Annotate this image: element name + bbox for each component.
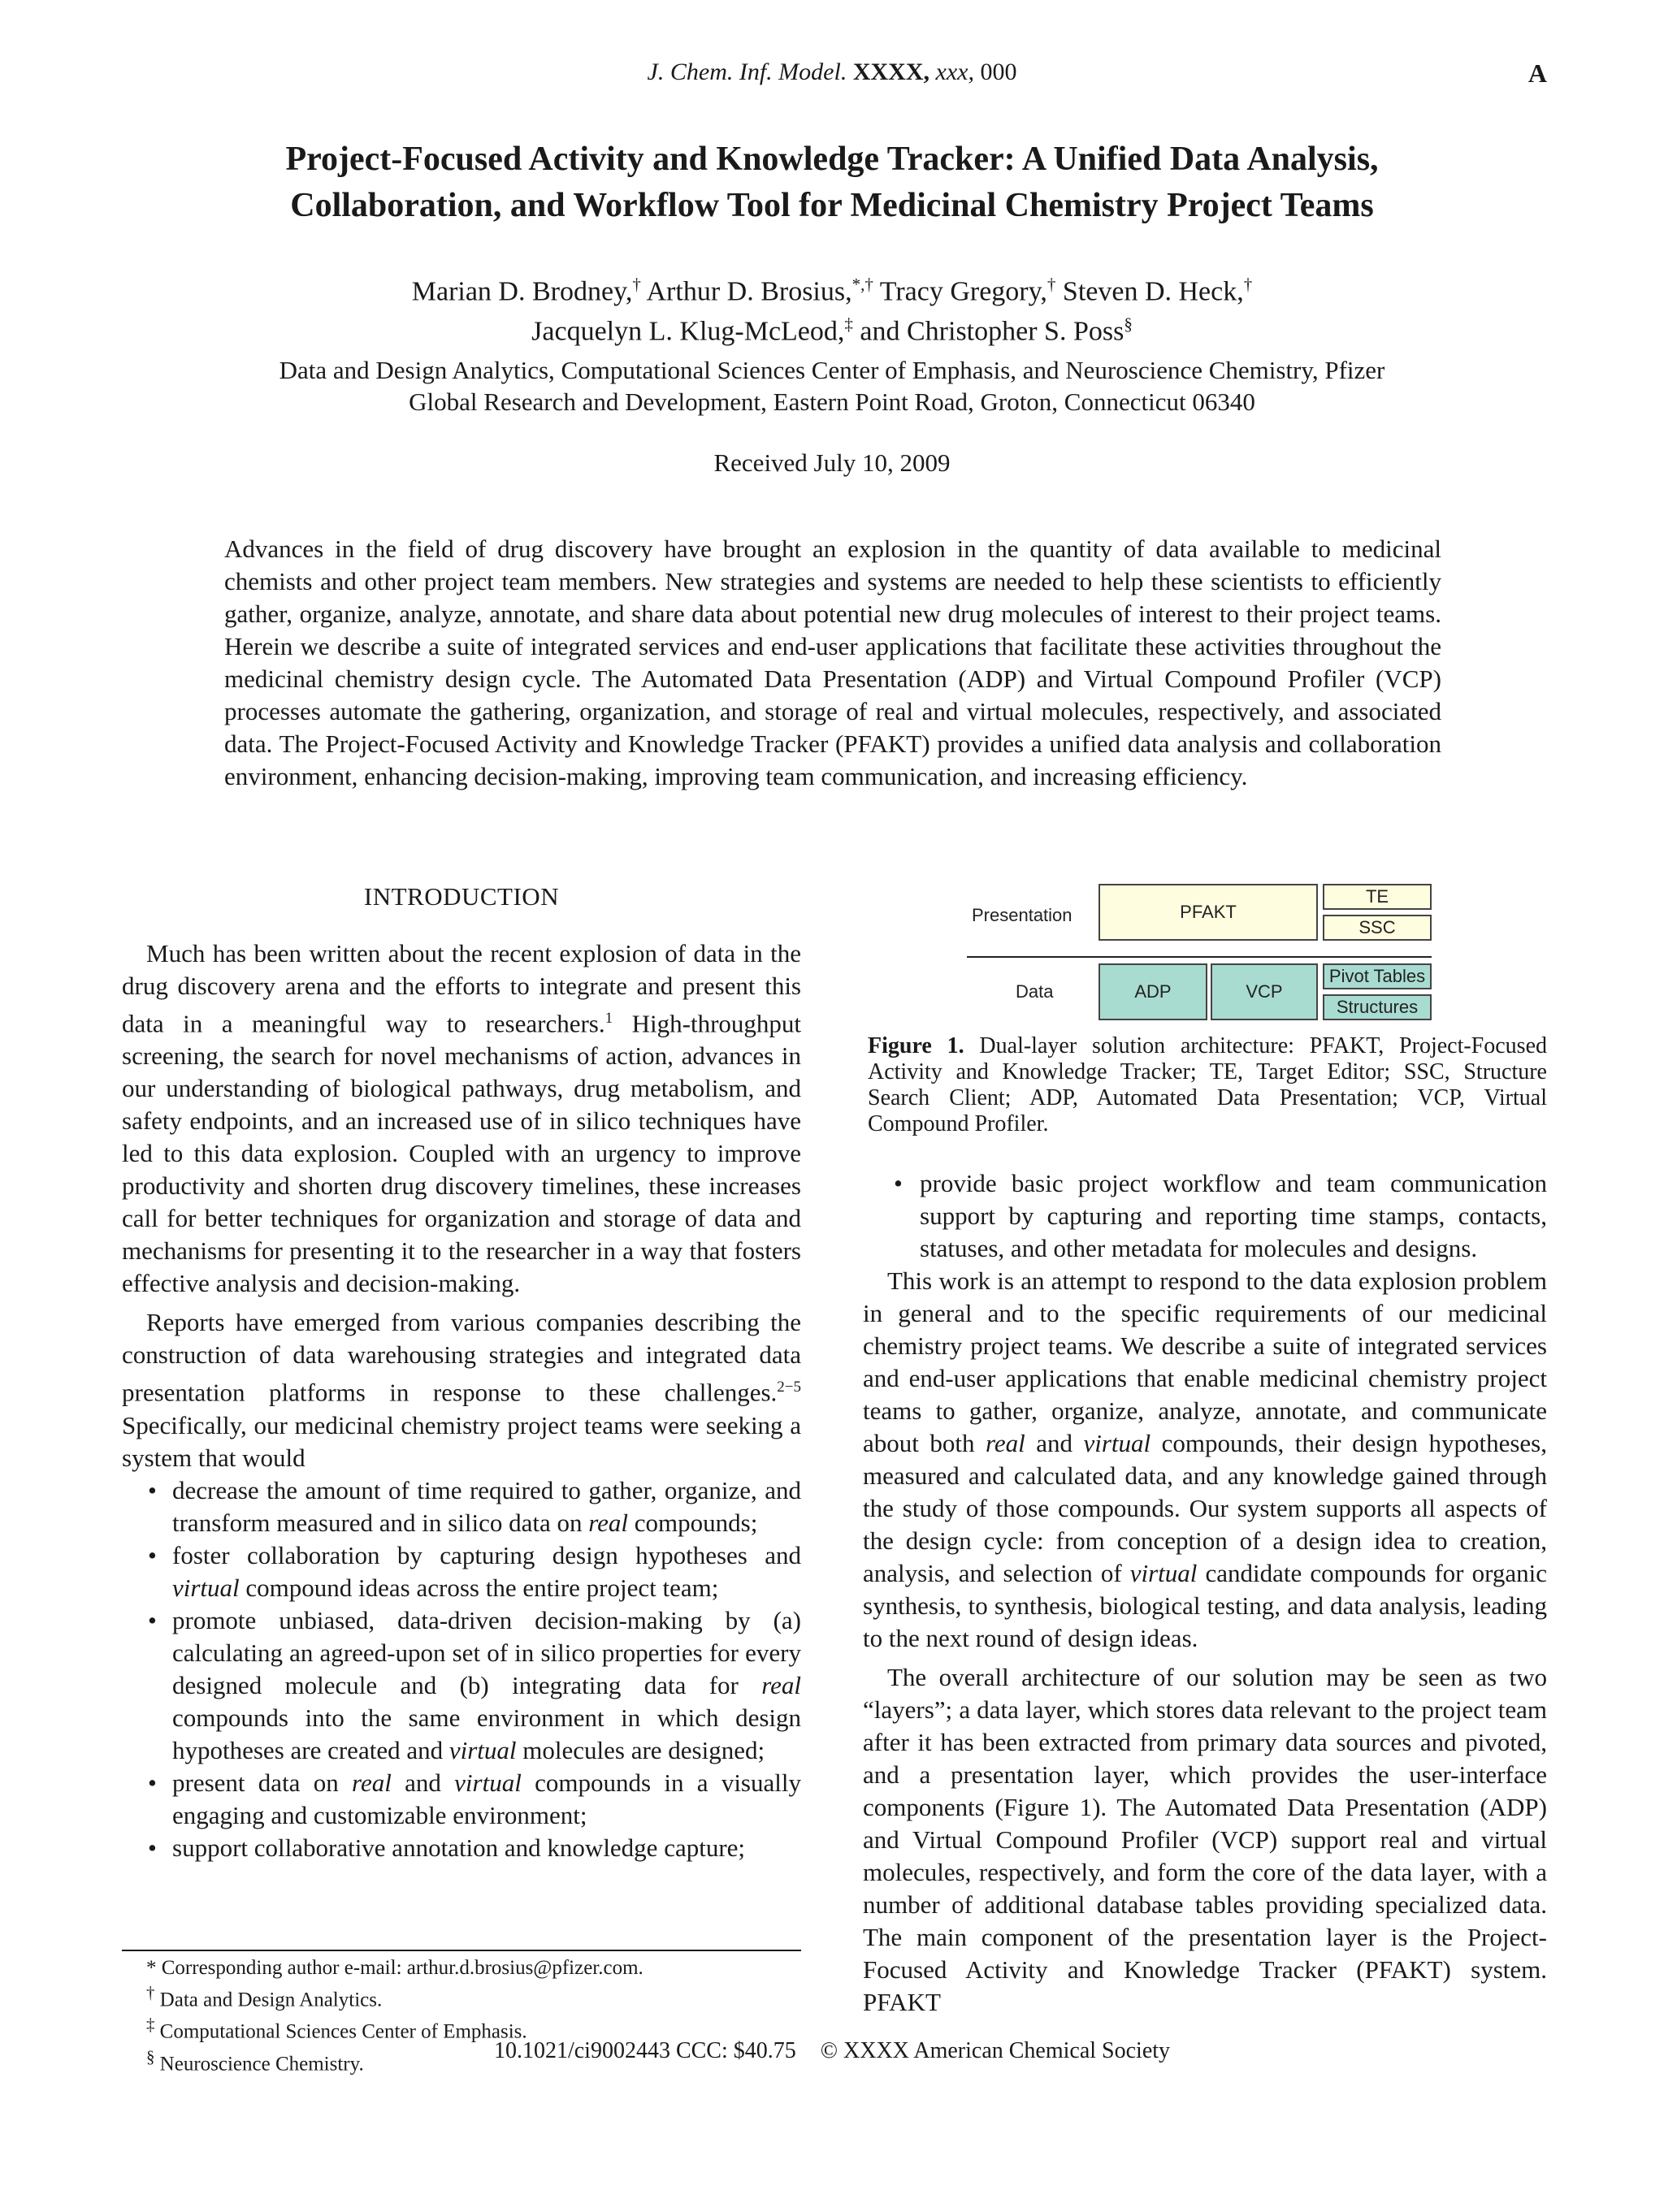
list-item-text: provide basic project workflow and team communication support by capturing and reporting time stamps, contacts, statuses, and other metadata for molecules and designs. [920,1169,1547,1262]
footnote-divider [122,1950,801,1951]
list-item [148,1604,801,1767]
journal-volume: XXXX, [852,58,930,85]
footnote-mark: § [146,2046,155,2067]
requirements-list [122,1474,801,1864]
paragraph [122,1306,801,1474]
figure-1-diagram [959,879,1446,1025]
page-letter: A [1528,58,1547,88]
list-item-text: foster collaboration by capturing design hypotheses and [172,1540,801,1569]
box-pfakt: PFAKT [1098,884,1318,941]
paragraph-text: High-throughput screening, the search for novel mechanisms of action, advances in our understanding of biological pathways, drug metabolism, and safety endpoints, and an increased use of in silico techniques have led to this data explosion. Coupled with an urgency to improve productivity and shorten drug discovery timelines, these increases call for better techniques for organization and storage of data and mechanisms for presenting it to the researcher in a way that fosters effective analysis and decision-making. [122,1009,802,1298]
emphasis: real [352,1768,392,1797]
footnote [122,1980,801,2012]
title-line-2: Collaboration, and Workflow Tool for Medicinal Chemistry Project Teams [290,187,1374,224]
footnote-text: Corresponding author e-mail: arthur.d.brosius@pfizer.com. [156,1957,644,1979]
bullet-icon: • [148,1833,157,1862]
section-heading: INTRODUCTION [363,882,560,911]
paragraph-text: This work is an attempt to respond to the data explosion problem in general and to the specific requirements of our medicinal chemistry project teams. We describe a suite of integrated services and end-user applications that enable medicinal chemistry project teams to gather, organize, analyze, annotate, and communicate about both [863,1266,1547,1457]
paragraph [863,1265,1547,1655]
bullet-icon: • [148,1605,157,1634]
list-item-text: promote unbiased, data-driven decision-making by (a) calculating an agreed-upon set of in silico properties for every designed molecule and (b) integrating data for [172,1605,801,1699]
footnote-mark: ‡ [146,2015,155,2035]
author-line-2 [162,308,1502,348]
list-item-text: molecules are designed; [516,1735,765,1764]
author-mark: † [632,275,641,294]
paragraph: The overall architecture of our solution may be seen as two “layers”; a data layer, which stores data relevant to the project team after it has been extracted from primary data sources and pivoted, and a presentation layer, which provides the user-interface components (Figure 1). The Automated Data Presentation (ADP) and Virtual Compound Profiler (VCP) support real and virtual molecules, respectively, and form the core of the data layer, with a number of additional database tables providing specialized data. The main component of the presentation layer is the Project-Focused Activity and Knowledge Tracker (PFAKT) system. PFAKT [863,1663,1547,2016]
paragraph [122,937,801,1300]
box-ssc: SSC [1323,915,1432,941]
layer-divider [967,956,1432,958]
affiliation [162,354,1502,418]
citation: 1 [604,1010,613,1027]
footnote-mark: † [146,1983,155,2002]
bullet-icon: • [148,1475,157,1504]
abstract: Advances in the field of drug discovery have brought an explosion in the quantity of data available to medicinal chemists and other project team members. New strategies and systems are needed to help these scientists to efficiently gather, organize, analyze, annotate, and share data about potential new drug molecules of interest to their project teams. Herein we describe a suite of integrated services and end-user applications that facilitate these activities throughout the medicinal chemistry design cycle. The Automated Data Presentation (ADP) and Virtual Compound Profiler (VCP) processes automate the gathering, organization, and storage of real and virtual molecules, respectively, and associated data. The Project-Focused Activity and Knowledge Tracker (PFAKT) provides a unified data analysis and collaboration environment, enhancing decision-making, improving team communication, and increasing efficiency. [224,535,1441,790]
author-name: Marian D. Brodney, [411,276,633,307]
emphasis: virtual [1083,1429,1151,1457]
list-item [148,1539,801,1604]
emphasis: virtual [172,1573,240,1602]
author-name: Arthur D. Brosius, [640,276,852,307]
copyright-text: © XXXX American Chemical Society [820,2038,1171,2063]
box-te: TE [1323,884,1432,910]
box-adp: ADP [1098,963,1207,1020]
paragraph-text: Reports have emerged from various companies describing the construction of data warehousing strategies and integrated data presentation platforms in response to these challenges. [122,1308,801,1407]
emphasis: real [985,1429,1025,1457]
figure-caption [868,1033,1547,1137]
list-item [148,1474,801,1539]
list-item-text: present data on [172,1768,353,1797]
citation: 2−5 [777,1379,801,1396]
emphasis: real [588,1508,629,1537]
journal-page: 000 [980,58,1017,85]
list-item-text: and [391,1768,455,1797]
footnote-text: Data and Design Analytics. [154,1989,383,2011]
list-item-text: compound ideas across the entire project team; [239,1573,719,1602]
author-line-1 [162,268,1502,308]
author-name: and Christopher S. Poss [852,316,1124,347]
right-column [863,1167,1547,2019]
footnote [122,1956,801,1980]
bullet-icon: • [148,1540,157,1569]
affiliation-line-2: Global Research and Development, Eastern Point Road, Groton, Connecticut 06340 [409,387,1255,416]
author-mark: ‡ [844,314,853,335]
list-item-text: compounds into the same environment in which design hypotheses are created and [172,1703,801,1764]
list-item-text: support collaborative annotation and knowledge capture; [172,1833,746,1862]
page-footer [0,2038,1664,2064]
left-column [122,881,801,1864]
journal-name: J. Chem. Inf. Model. [647,58,847,85]
author-list [162,268,1502,348]
emphasis: virtual [448,1735,517,1764]
figure-label: Figure 1. [868,1033,964,1058]
list-item [148,1832,801,1864]
emphasis: real [761,1670,801,1699]
list-item-text: compounds; [628,1508,758,1537]
list-item-text: decrease the amount of time required to gather, organize, and transform measured and in silico data on [172,1475,801,1537]
box-pivot-tables: Pivot Tables [1323,963,1432,989]
footnote-text: Computational Sciences Center of Emphasis. [154,2020,527,2043]
layer-label-data: Data [1016,981,1054,1002]
author-mark: † [1243,275,1253,294]
box-structures: Structures [1323,994,1432,1020]
footnote-text: Neuroscience Chemistry. [154,2052,364,2075]
list-item [148,1767,801,1832]
author-mark: *,† [852,275,873,294]
author-name: Jacquelyn L. Klug-McLeod, [531,316,845,347]
author-mark: † [1046,275,1056,294]
emphasis: virtual [454,1768,522,1797]
paragraph-text: compounds, their design hypotheses, measured and calculated data, and any knowledge gained through the study of those compounds. Our system supports all aspects of the design cycle: from conception of a design idea to creation, analysis, and selection of [863,1429,1547,1587]
footnote-mark: * [146,1957,157,1979]
box-vcp: VCP [1211,963,1318,1020]
requirements-list-continued [863,1167,1547,1265]
paragraph-text: Specifically, our medicinal chemistry project teams were seeking a system that would [122,1410,801,1472]
title-line-1: Project-Focused Activity and Knowledge Tracker: A Unified Data Analysis, [285,141,1379,178]
journal-issue: xxx, [935,58,974,85]
paragraph-text: Much has been written about the recent explosion of data in the drug discovery arena and the efforts to integrate and present this data in a meaningful way to researchers. [122,939,801,1038]
layer-label-presentation: Presentation [972,905,1072,925]
author-mark: § [1124,314,1133,335]
article-title [162,136,1502,229]
paragraph-text: candidate compounds for organic synthesis, to synthesis, biological testing, and data analysis, leading to the next round of design ideas. [863,1559,1547,1652]
bullet-icon: • [148,1768,157,1797]
caption-text: Dual-layer solution architecture: PFAKT, Project-Focused Activity and Knowledge Tracker; TE, Target Editor; SSC, Structure Search Client; ADP, Automated Data Presentation; VCP, Virtual Compound Profiler. [868,1033,1548,1136]
emphasis: virtual [1129,1559,1198,1587]
doi-text: 10.1021/ci9002443 CCC: $40.75 [493,2038,796,2063]
affiliation-line-1: Data and Design Analytics, Computational Sciences Center of Emphasis, and Neuroscience Chemistry, Pfizer [279,356,1385,384]
received-date: Received July 10, 2009 [713,448,951,477]
list-item [894,1167,1547,1265]
list-item-text: compounds in a visually engaging and customizable environment; [172,1768,801,1829]
author-name: Tracy Gregory, [873,276,1047,307]
bullet-icon: • [894,1169,903,1197]
paragraph-text: and [1025,1429,1084,1457]
author-name: Steven D. Heck, [1055,276,1244,307]
running-header [0,58,1664,86]
